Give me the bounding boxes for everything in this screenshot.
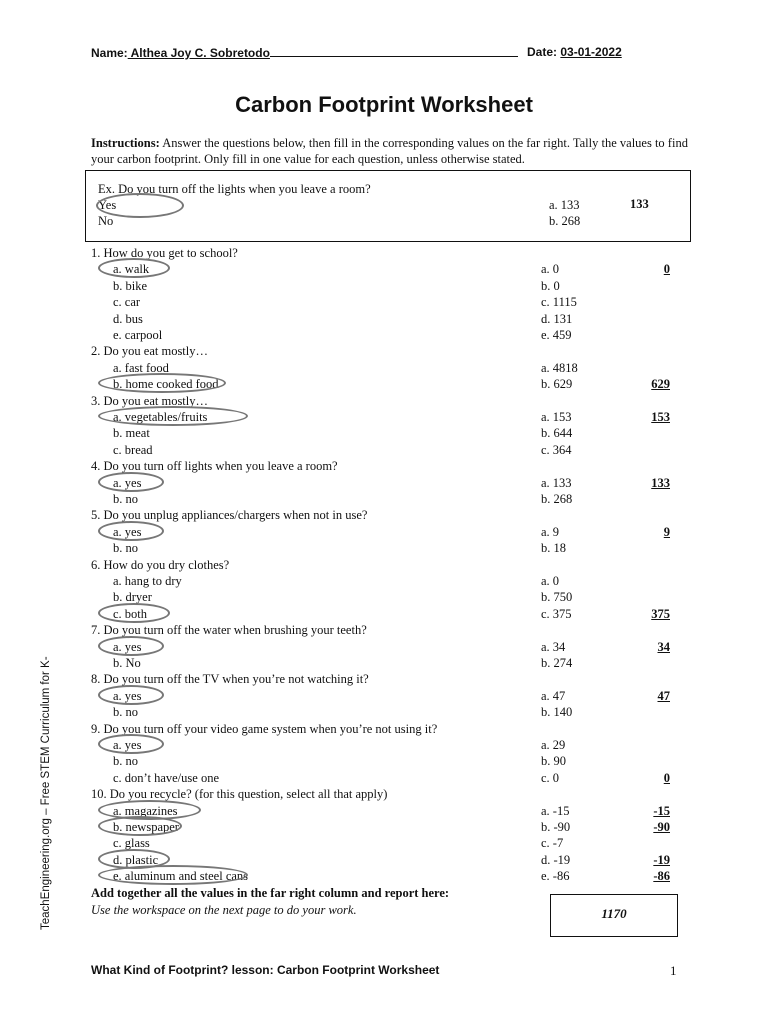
date-label: Date: bbox=[527, 45, 558, 59]
side-credit: TeachEngineering.org – Free STEM Curriculum for K- bbox=[40, 656, 52, 930]
answer-value: 34 bbox=[657, 639, 670, 654]
answer-circle bbox=[98, 816, 182, 836]
option-label: b. no bbox=[113, 492, 138, 506]
name-underline bbox=[270, 45, 518, 57]
question-text: 6. How do you dry clothes? bbox=[91, 557, 230, 572]
option-value: b. 644 bbox=[541, 426, 573, 441]
option-label: a. yes bbox=[113, 738, 142, 752]
answer-circle bbox=[98, 258, 170, 278]
answer-circle bbox=[98, 685, 164, 705]
option-value: b. 274 bbox=[541, 656, 573, 670]
question-text: 3. Do you eat mostly… bbox=[91, 393, 209, 408]
example-option-value: b. 268 bbox=[549, 214, 581, 228]
answer-value: 153 bbox=[651, 410, 670, 424]
answer-value: -19 bbox=[653, 852, 670, 867]
question-text: 9. Do you turn off your video game system when you’re not using it? bbox=[91, 721, 438, 736]
question-text: 4. Do you turn off lights when you leave a room? bbox=[91, 459, 338, 474]
date-value: 03-01-2022 bbox=[560, 45, 622, 59]
answer-value: -86 bbox=[653, 869, 670, 884]
option-label: b. no bbox=[113, 754, 138, 769]
example-option-value: a. 133 bbox=[549, 198, 580, 212]
option-label: c. glass bbox=[113, 836, 150, 851]
question-text: 1. How do you get to school? bbox=[91, 246, 238, 260]
option-value: a. 47 bbox=[541, 688, 566, 703]
option-value: c. 375 bbox=[541, 606, 572, 621]
option-label: b. dryer bbox=[113, 590, 152, 605]
page-number: 1 bbox=[670, 963, 677, 978]
question-text: 8. Do you turn off the TV when you’re not watching it? bbox=[91, 672, 369, 687]
option-value: b. 268 bbox=[541, 492, 573, 506]
example-question: Ex. Do you turn off the lights when you leave a room? bbox=[98, 182, 371, 196]
answer-value: -15 bbox=[653, 803, 670, 818]
option-value: a. 9 bbox=[541, 524, 560, 539]
option-value: b. 750 bbox=[541, 590, 573, 605]
example-answer: 133 bbox=[630, 197, 649, 211]
option-label: a. yes bbox=[113, 475, 142, 490]
option-value: a. -15 bbox=[541, 803, 570, 818]
option-label: a. yes bbox=[113, 639, 142, 654]
answer-circle bbox=[98, 734, 164, 754]
answer-circle bbox=[98, 521, 164, 541]
option-value: c. -7 bbox=[541, 836, 564, 851]
page-title: Carbon Footprint Worksheet bbox=[235, 92, 533, 117]
option-label: b. no bbox=[113, 541, 138, 556]
option-label: a. vegetables/fruits bbox=[113, 410, 208, 424]
option-value: e. -86 bbox=[541, 869, 570, 884]
option-label: a. fast food bbox=[113, 360, 169, 375]
option-value: d. -19 bbox=[541, 852, 571, 867]
option-label: c. bread bbox=[113, 442, 153, 457]
option-label: e. aluminum and steel cans bbox=[113, 869, 249, 884]
option-value: a. 0 bbox=[541, 574, 560, 588]
option-label: e. carpool bbox=[113, 328, 163, 342]
option-value: b. 90 bbox=[541, 754, 566, 769]
answer-value: 0 bbox=[663, 262, 670, 277]
option-label: b. home cooked food bbox=[113, 377, 219, 392]
option-value: b. 0 bbox=[541, 278, 560, 293]
answer-circle bbox=[98, 636, 164, 656]
answer-value: -90 bbox=[653, 820, 670, 834]
option-value: d. 131 bbox=[541, 311, 573, 326]
instructions bbox=[91, 135, 691, 167]
question-text: 7. Do you turn off the water when brushing your teeth? bbox=[91, 623, 367, 638]
example-option-label: No bbox=[98, 214, 114, 228]
option-label: b. No bbox=[113, 656, 141, 670]
option-label: d. bus bbox=[113, 311, 143, 326]
instructions-text: Answer the questions below, then fill in the corresponding values on the far right. Tally the values to find your carbon footprint. Only fill in one value for each question, unless otherwise stated. bbox=[91, 136, 688, 166]
option-value: a. 0 bbox=[541, 262, 560, 277]
footer: What Kind of Footprint? lesson: Carbon Footprint Worksheet bbox=[91, 963, 440, 977]
answer-circle bbox=[98, 603, 170, 623]
option-value: c. 0 bbox=[541, 770, 560, 785]
option-label: b. newspaper bbox=[113, 820, 179, 834]
option-value: b. 140 bbox=[541, 705, 573, 720]
option-label: c. car bbox=[113, 295, 141, 310]
option-value: c. 364 bbox=[541, 442, 572, 457]
option-value: a. 34 bbox=[541, 639, 566, 654]
name-label: Name: bbox=[91, 46, 128, 60]
option-value: a. 133 bbox=[541, 475, 572, 490]
total-box: 1170 bbox=[550, 894, 678, 937]
option-label: a. yes bbox=[113, 524, 142, 539]
name-line bbox=[91, 45, 518, 60]
option-label: d. plastic bbox=[113, 852, 159, 867]
question-text: 2. Do you eat mostly… bbox=[91, 344, 209, 359]
answer-value: 629 bbox=[651, 377, 670, 392]
answer-circle bbox=[98, 406, 248, 426]
option-label: a. walk bbox=[113, 262, 150, 277]
option-value: c. 1115 bbox=[541, 295, 577, 310]
option-label: c. both bbox=[113, 606, 148, 621]
option-label: b. meat bbox=[113, 426, 150, 441]
option-label: b. no bbox=[113, 705, 138, 720]
answer-value: 375 bbox=[651, 606, 670, 621]
instructions-label: Instructions: bbox=[91, 136, 160, 150]
option-value: b. 629 bbox=[541, 377, 573, 392]
example-option-label: Yes bbox=[98, 198, 117, 212]
option-label: a. hang to dry bbox=[113, 574, 182, 588]
answer-value: 133 bbox=[651, 475, 670, 490]
option-label: a. magazines bbox=[113, 803, 178, 818]
answer-value: 47 bbox=[657, 688, 670, 703]
summary-note: Use the workspace on the next page to do your work. bbox=[91, 903, 357, 917]
option-value: a. 153 bbox=[541, 410, 572, 424]
option-value: e. 459 bbox=[541, 328, 572, 342]
answer-circle bbox=[98, 472, 164, 492]
option-label: c. don’t have/use one bbox=[113, 770, 219, 785]
summary-prompt: Add together all the values in the far right column and report here: bbox=[91, 886, 450, 900]
option-value: a. 4818 bbox=[541, 360, 578, 375]
answer-circle bbox=[96, 193, 184, 218]
option-value: b. 18 bbox=[541, 541, 566, 556]
question-text: 5. Do you unplug appliances/chargers when not in use? bbox=[91, 508, 368, 523]
answer-value: 9 bbox=[663, 524, 670, 539]
option-label: b. bike bbox=[113, 278, 148, 293]
question-text: 10. Do you recycle? (for this question, select all that apply) bbox=[91, 787, 388, 802]
option-value: b. -90 bbox=[541, 820, 571, 834]
answer-value: 0 bbox=[663, 770, 670, 785]
name-value: Althea Joy C. Sobretodo bbox=[127, 46, 270, 60]
date-line bbox=[527, 45, 622, 59]
option-value: a. 29 bbox=[541, 738, 566, 752]
example-box bbox=[85, 170, 691, 242]
option-label: a. yes bbox=[113, 688, 142, 703]
